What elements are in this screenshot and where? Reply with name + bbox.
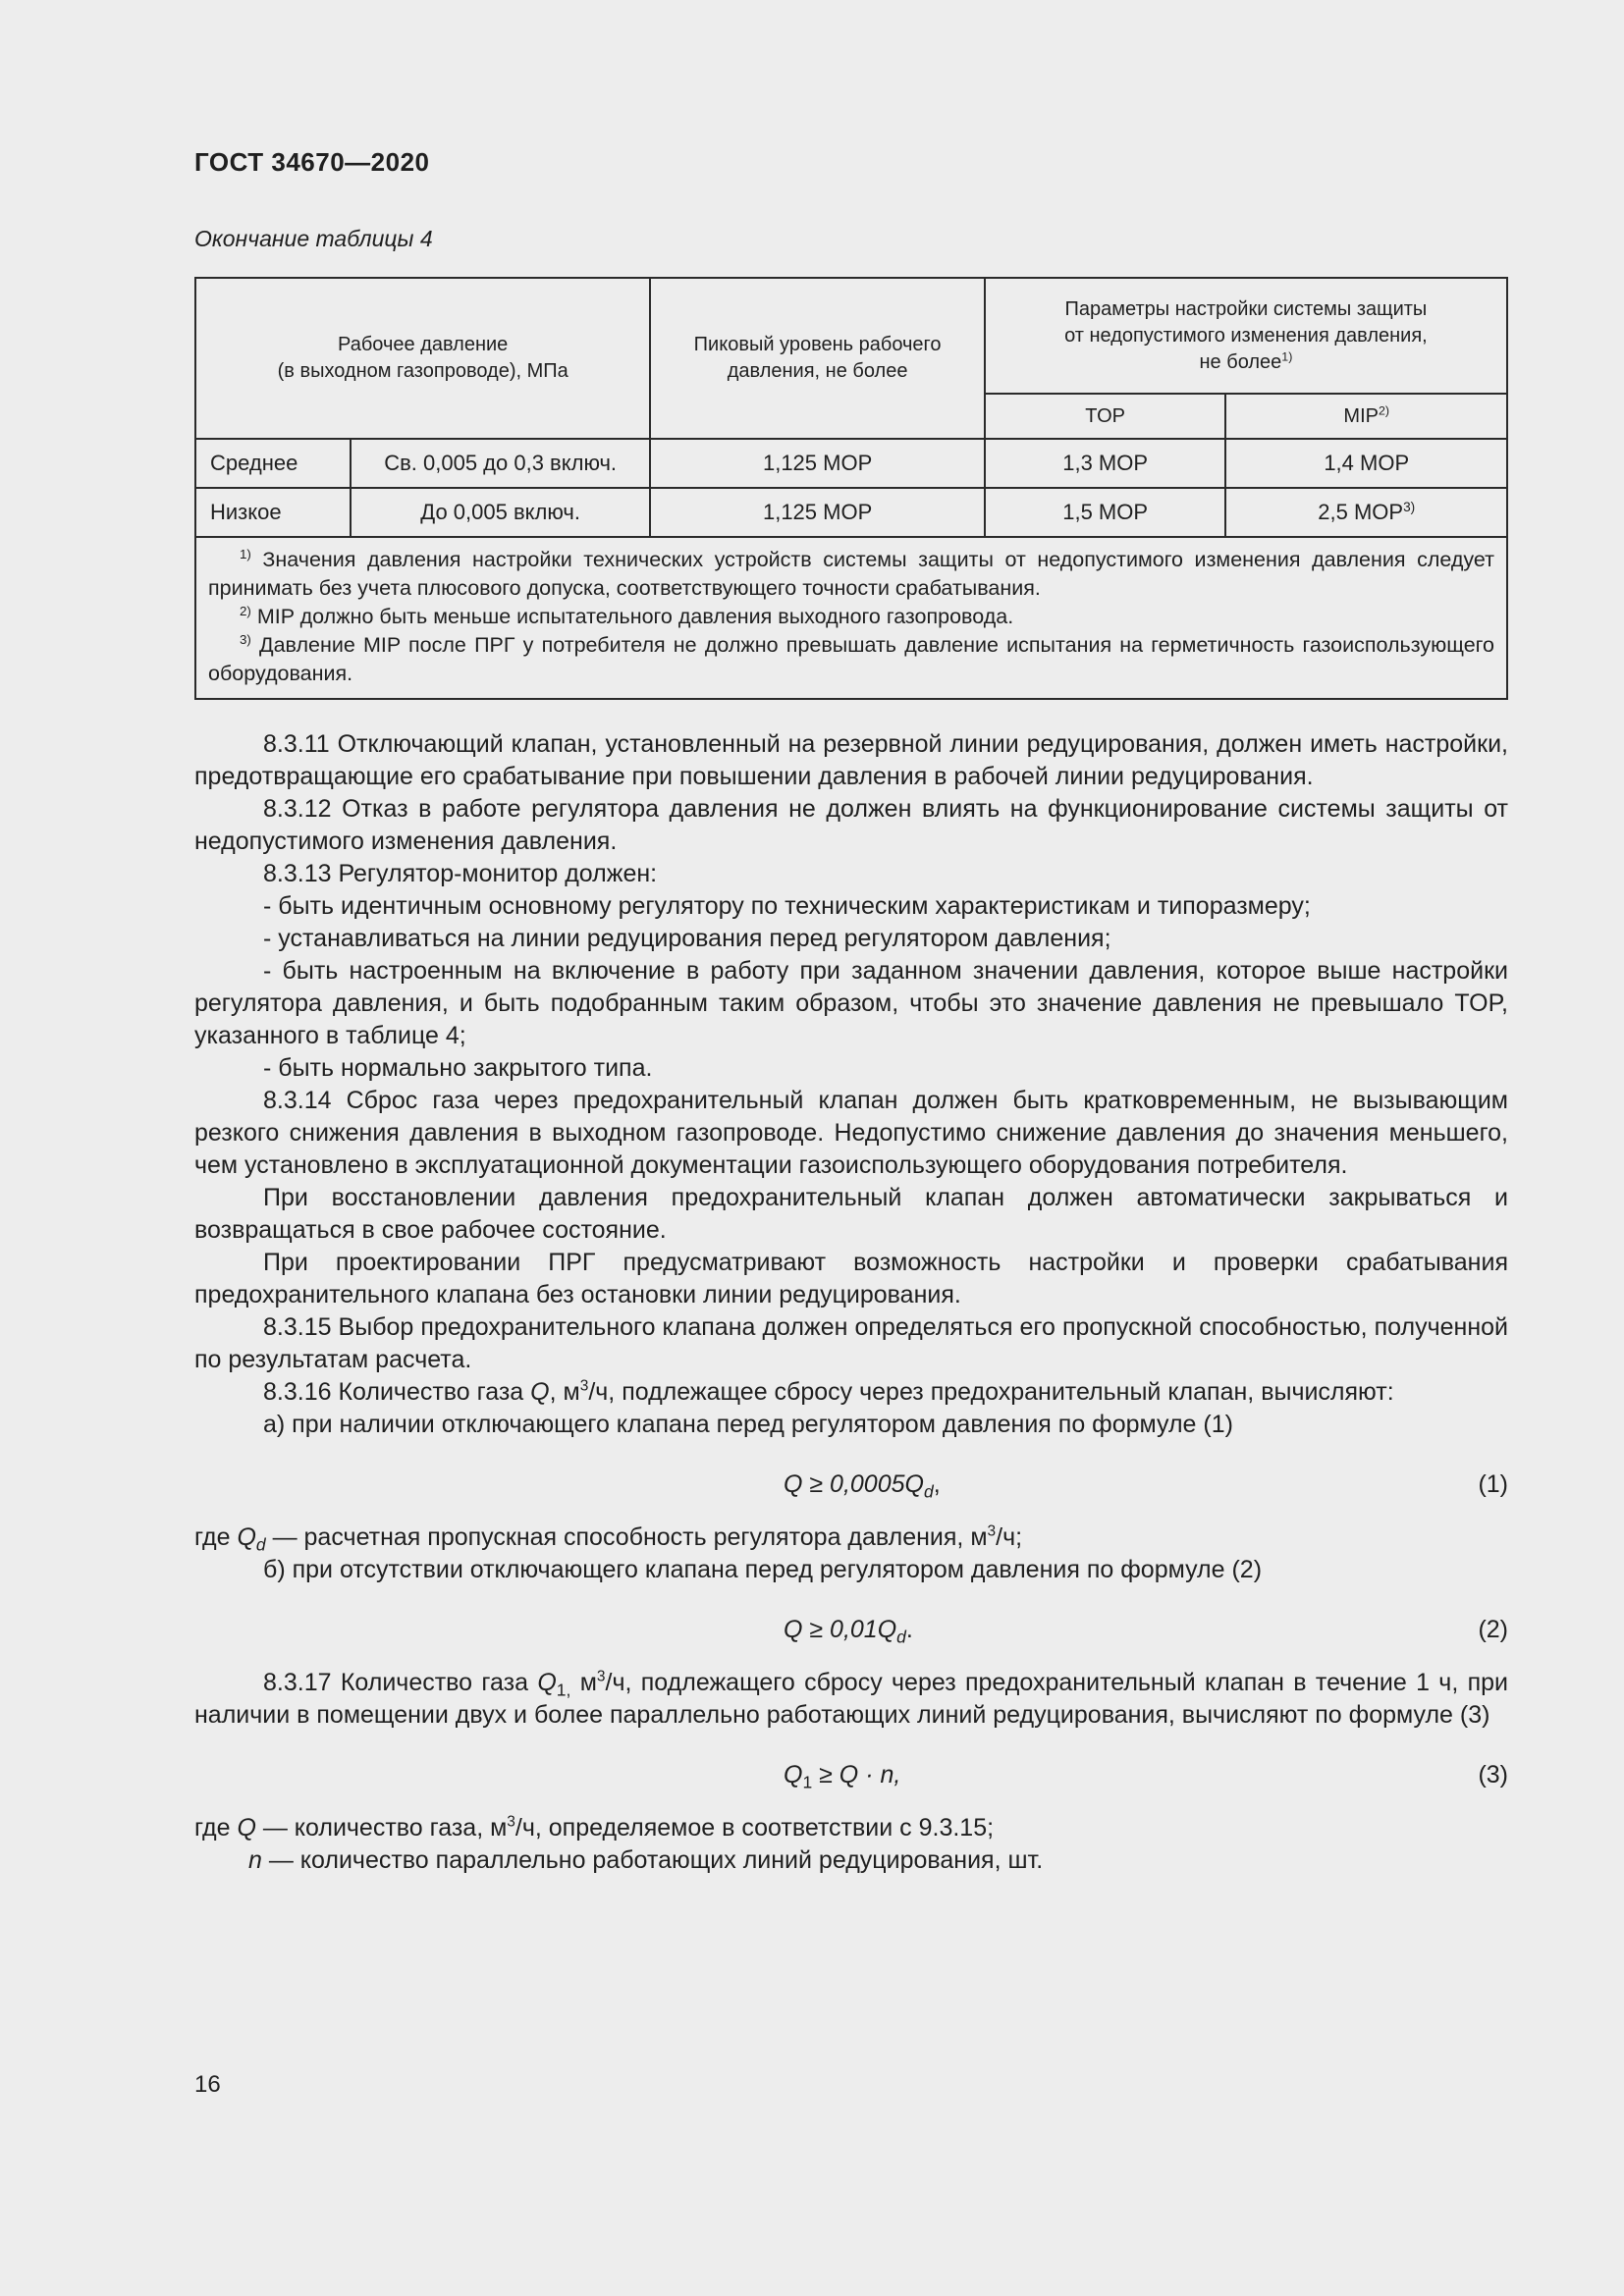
table-row [195, 488, 1507, 537]
row-range: До 0,005 включ. [351, 488, 650, 537]
paragraph-8-3-15: 8.3.15 Выбор предохранительного клапана должен определяться его пропускной способностью, полученной по результатам расчета. [194, 1313, 1508, 1373]
paragraph-8-3-14-c: При проектировании ПРГ предусматривают возможность настройки и проверки срабатывания предохранительного клапана без остановки линии редуцирования. [194, 1249, 1508, 1308]
row-top: 1,5 MOP [985, 488, 1226, 537]
table-caption: Окончание таблицы 4 [194, 226, 433, 251]
row-range: Св. 0,005 до 0,3 включ. [351, 439, 650, 488]
row-name: Среднее [195, 439, 351, 488]
header-peak: Пиковый уровень рабочего давления, не более [650, 278, 984, 439]
list-item: - быть нормально закрытого типа. [263, 1054, 653, 1082]
paragraph-8-3-14: 8.3.14 Сброс газа через предохранительный клапан должен быть кратковременным, не вызывающим резкого снижения давления в выходном газопроводе. Недопустимо снижение давления до значения меньшего, чем установлено в эксплуатационной документации газоиспользующего оборудования потребителя. [194, 1087, 1508, 1179]
formula-1: $Q \ge 0,0005Q_d$, (1) [784, 1470, 1508, 1502]
header-params: Параметры настройки системы защиты от недопустимого изменения давления, не более$^{1)}$ [985, 278, 1507, 394]
header-mip: MIP$^{2)}$ [1225, 394, 1507, 439]
row-mip: 1,4 MOP [1225, 439, 1507, 488]
paragraph-8-3-12: 8.3.12 Отказ в работе регулятора давления не должен влиять на функционирование системы защиты от недопустимого изменения давления. [194, 795, 1508, 855]
list-item-a: а) при наличии отключающего клапана перед регулятором давления по формуле (1) [263, 1411, 1233, 1438]
formula-3: $Q_1 \ge Q \cdot n$, (3) [784, 1761, 1508, 1792]
list-item: - устанавливаться на линии редуцирования перед регулятором давления; [263, 925, 1111, 952]
formula-2: $Q \ge 0,01Q_d$. (2) [784, 1616, 1508, 1647]
list-item-b: б) при отсутствии отключающего клапана перед регулятором давления по формуле (2) [263, 1556, 1263, 1583]
paragraph-8-3-11: 8.3.11 Отключающий клапан, установленный на резервной линии редуцирования, должен иметь настройки, предотвращающие его срабатывание при повышении давления в рабочей линии редуцирования. [194, 730, 1508, 790]
table-4 [194, 277, 1508, 700]
document-header: ГОСТ 34670—2020 [194, 147, 430, 177]
note-2: $^{2)}$ MIP должно быть меньше испытательного давления выходного газопровода. [240, 604, 1014, 628]
list-item: - быть идентичным основному регулятору по техническим характеристикам и типоразмеру; [263, 892, 1311, 920]
formula-number: (1) [1478, 1470, 1508, 1498]
paragraph-8-3-13: 8.3.13 Регулятор-монитор должен: [263, 860, 658, 887]
row-name: Низкое [195, 488, 351, 537]
formula-number: (2) [1478, 1616, 1508, 1643]
formula-number: (3) [1478, 1761, 1508, 1789]
paragraph-8-3-14-b: При восстановлении давления предохранительный клапан должен автоматически закрываться и возвращаться в свое рабочее состояние. [194, 1184, 1508, 1244]
paragraph-8-3-16: 8.3.16 Количество газа Q, $м^3/ч$, подлежащее сбросу через предохранительный клапан, вычисляют: [263, 1377, 1394, 1406]
row-mip: 2,5 MOP$^{3)}$ [1225, 488, 1507, 537]
table-row [195, 439, 1507, 488]
header-pressure: Рабочее давление (в выходном газопроводе), МПа [195, 278, 650, 439]
list-item: - быть настроенным на включение в работу при заданном значении давления, которое выше настройки регулятора давления, и быть подобранным таким образом, чтобы это значение давления не превышало TOP, указанного в таблице 4; [194, 957, 1508, 1049]
where-n: n — количество параллельно работающих линий редуцирования, шт. [248, 1846, 1044, 1874]
header-top: TOP [985, 394, 1226, 439]
body-text [194, 728, 1508, 1877]
table-notes [195, 537, 1507, 699]
row-peak: 1,125 MOP [650, 488, 984, 537]
paragraph-8-3-17: 8.3.17 Количество газа $Q_{1,}$ $м^3/ч$, подлежащего сбросу через предохранительный клапан в течение 1 ч, при наличии в помещении двух и более параллельно работающих линий редуцирования, вычисляют по формуле (3) [194, 1668, 1509, 1729]
where-q: где Q — количество газа, $м^3/ч$, определяемое в соответствии с 9.3.15; [194, 1813, 995, 1842]
note-3: $^{3)}$ Давление MIP после ПРГ у потребителя не должно превышать давление испытания на герметичность газоиспользующего оборудования. [208, 632, 1494, 685]
page-number: 16 [194, 2071, 221, 2098]
row-peak: 1,125 MOP [650, 439, 984, 488]
row-top: 1,3 MOP [985, 439, 1226, 488]
note-1: $^{1)}$ Значения давления настройки технических устройств системы защиты от недопустимого изменения давления следует принимать без учета плюсового допуска, соответствующего точности срабатывания. [208, 547, 1494, 600]
where-qd: где $Q_d$ — расчетная пропускная способность регулятора давления, $м^3/ч$; [194, 1522, 1023, 1555]
